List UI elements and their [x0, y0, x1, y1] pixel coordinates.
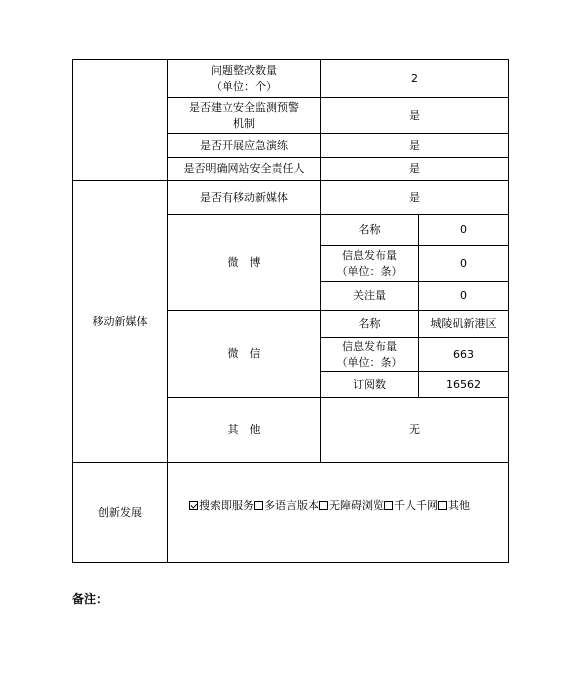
option-multilingual[interactable] [254, 499, 319, 512]
remark-label: 备注： [72, 592, 109, 606]
table-border-right [508, 59, 509, 563]
weibo-posts-value: 0 [460, 256, 467, 270]
weibo-follow-value: 0 [460, 289, 467, 302]
has-mobile-media-value: 是 [409, 190, 420, 204]
wechat-label: 微 信 [227, 347, 261, 360]
rectify-count-label-line2: （单位：个） [211, 79, 277, 93]
rectify-count-value: 2 [411, 71, 418, 85]
weibo-name-value: 0 [460, 223, 467, 236]
innovation-options [189, 497, 470, 513]
monitoring-value: 是 [409, 108, 420, 122]
monitoring-label [168, 98, 320, 133]
weibo-label: 微 博 [227, 255, 261, 269]
responsible-label: 是否明确网站安全责任人 [183, 162, 305, 175]
wechat-subscribe-value: 16562 [446, 377, 481, 391]
wechat-posts-label-line2: （单位：条） [336, 355, 403, 369]
weibo-posts-label-line2: （单位：条） [336, 264, 403, 278]
weibo-name-label: 名称 [358, 223, 381, 236]
option-label: 千人千网 [394, 499, 438, 512]
drill-value: 是 [409, 138, 420, 152]
option-search-service[interactable] [189, 499, 254, 512]
table-border-bottom [72, 562, 509, 563]
drill-label: 是否开展应急演练 [200, 138, 288, 152]
innovation-section-label: 创新发展 [98, 505, 142, 519]
weibo-posts-label [321, 246, 418, 281]
wechat-posts-value: 663 [453, 347, 474, 361]
monitoring-label-line2: 机制 [233, 116, 255, 130]
mobile-media-section-label: 移动新媒体 [92, 314, 148, 328]
wechat-posts-label-line1: 信息发布量 [342, 339, 397, 353]
option-personalized[interactable] [384, 499, 438, 512]
monitoring-label-line1: 是否建立安全监测预警 [189, 100, 299, 114]
wechat-subscribe-label: 订阅数 [353, 377, 386, 391]
wechat-name-label: 名称 [358, 317, 381, 330]
checkbox-icon[interactable] [384, 501, 393, 510]
wechat-name-value: 城陵矶新港区 [430, 317, 497, 330]
option-other[interactable] [438, 499, 470, 512]
rectify-count-label-line1: 问题整改数量 [211, 63, 277, 77]
option-label: 搜索即服务 [199, 499, 254, 512]
weibo-follow-label: 关注量 [353, 289, 386, 302]
option-label: 多语言版本 [264, 499, 319, 512]
responsible-value: 是 [409, 162, 420, 175]
rectify-count-label [168, 60, 320, 97]
weibo-posts-label-line1: 信息发布量 [342, 248, 397, 262]
checkbox-icon[interactable] [438, 501, 447, 510]
option-label: 无障碍浏览 [329, 499, 384, 512]
option-accessibility[interactable] [319, 499, 384, 512]
wechat-posts-label [321, 338, 418, 371]
has-mobile-media-label: 是否有移动新媒体 [200, 190, 288, 204]
checkbox-icon[interactable] [319, 501, 328, 510]
other-media-label: 其 他 [227, 423, 261, 436]
option-label: 其他 [448, 499, 470, 512]
other-media-value: 无 [409, 423, 420, 436]
checkbox-checked-icon[interactable] [189, 501, 198, 510]
checkbox-icon[interactable] [254, 501, 263, 510]
